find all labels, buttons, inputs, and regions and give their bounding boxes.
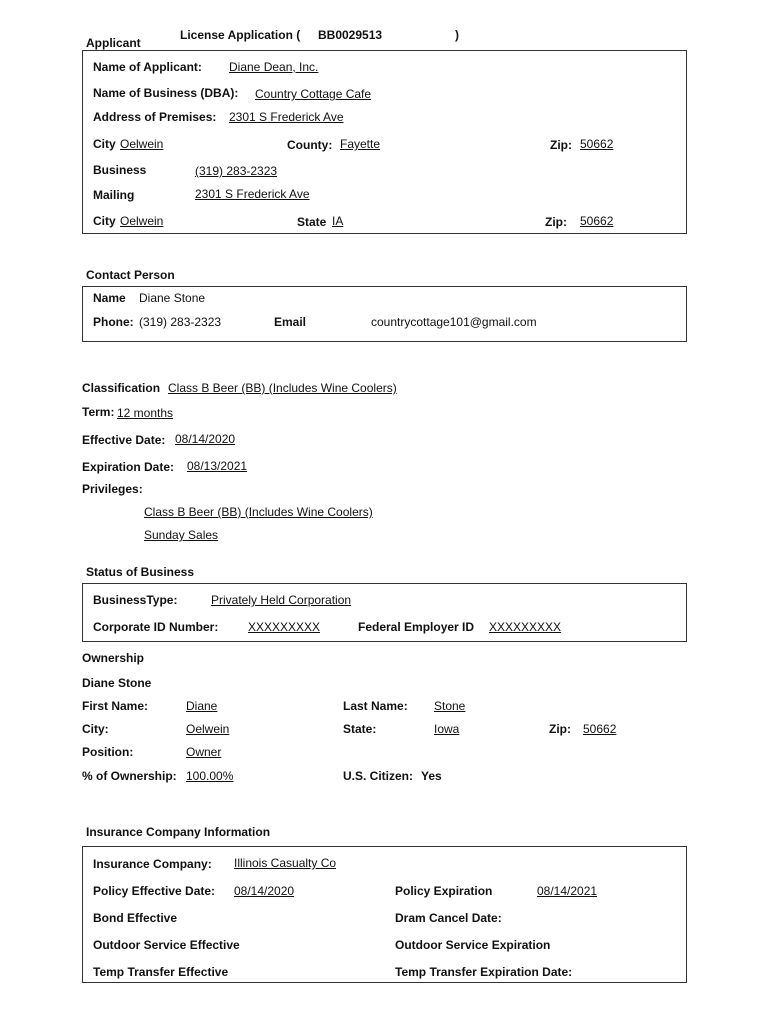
- premises-address-value: 2301 S Frederick Ave: [229, 110, 344, 124]
- insurance-company-value: Illinois Casualty Co: [234, 856, 337, 870]
- mailing-city-label: City: [93, 214, 116, 228]
- privilege-item: Class B Beer (BB) (Includes Wine Coolers): [144, 505, 373, 519]
- mailing-zip-label: Zip:: [545, 215, 567, 229]
- citizen-value: Yes: [421, 769, 442, 783]
- applicant-name-label: Name of Applicant:: [93, 60, 202, 74]
- mailing-city-value: Oelwein: [120, 214, 164, 228]
- owner-state-value: Iowa: [434, 722, 460, 736]
- contact-email-value: countrycottage101@gmail.com: [371, 315, 537, 329]
- policy-effective-label: Policy Effective Date:: [93, 884, 216, 898]
- federal-employer-id-value: XXXXXXXXX: [489, 620, 562, 634]
- mailing-zip-value: 50662: [580, 214, 614, 228]
- policy-expiration-value: 08/14/2021: [537, 884, 598, 898]
- dram-cancel-label: Dram Cancel Date:: [395, 911, 502, 925]
- zip-value: 50662: [580, 137, 614, 151]
- federal-employer-id-label: Federal Employer ID: [358, 620, 475, 634]
- business-type-label: BusinessType:: [93, 593, 178, 607]
- zip-label: Zip:: [550, 138, 572, 152]
- state-value: IA: [332, 214, 344, 228]
- last-name-label: Last Name:: [343, 699, 408, 713]
- privileges-label: Privileges:: [82, 482, 143, 496]
- position-label: Position:: [82, 745, 134, 759]
- term-value: 12 months: [117, 406, 174, 420]
- outdoor-service-expiration-label: Outdoor Service Expiration: [395, 938, 551, 952]
- premises-address-label: Address of Premises:: [93, 110, 217, 124]
- expiration-date-value: 08/13/2021: [187, 459, 248, 473]
- state-label: State: [297, 215, 327, 229]
- county-label: County:: [287, 138, 333, 152]
- status-heading: Status of Business: [86, 565, 195, 579]
- owner-zip-label: Zip:: [549, 722, 571, 736]
- insurance-heading: Insurance Company Information: [86, 825, 271, 839]
- ownership-percent-label: % of Ownership:: [82, 769, 177, 783]
- city-value: Oelwein: [120, 137, 164, 151]
- owner-name: Diane Stone: [82, 676, 152, 690]
- outdoor-service-effective-label: Outdoor Service Effective: [93, 938, 240, 952]
- ownership-heading: Ownership: [82, 651, 145, 665]
- last-name-value: Stone: [434, 699, 466, 713]
- corporate-id-label: Corporate ID Number:: [93, 620, 219, 634]
- insurance-company-label: Insurance Company:: [93, 857, 212, 871]
- temp-transfer-effective-label: Temp Transfer Effective: [93, 965, 229, 979]
- dba-value: Country Cottage Cafe: [255, 87, 372, 101]
- first-name-label: First Name:: [82, 699, 149, 713]
- owner-city-value: Oelwein: [186, 722, 230, 736]
- business-type-value: Privately Held Corporation: [211, 593, 352, 607]
- position-value: Owner: [186, 745, 222, 759]
- business-phone-value: (319) 283-2323: [195, 164, 278, 178]
- owner-state-label: State:: [343, 722, 377, 736]
- dba-label: Name of Business (DBA):: [93, 86, 239, 100]
- policy-effective-value: 08/14/2020: [234, 884, 295, 898]
- applicant-name-value: Diane Dean, Inc.: [229, 60, 319, 74]
- classification-value: Class B Beer (BB) (Includes Wine Coolers): [168, 381, 397, 395]
- bond-effective-label: Bond Effective: [93, 911, 178, 925]
- corporate-id-value: XXXXXXXXX: [248, 620, 321, 634]
- license-title: License Application (: [180, 28, 301, 42]
- expiration-date-label: Expiration Date:: [82, 460, 175, 474]
- license-number: BB0029513: [318, 28, 383, 42]
- contact-heading: Contact Person: [86, 268, 175, 282]
- temp-transfer-expiration-label: Temp Transfer Expiration Date:: [395, 965, 573, 979]
- first-name-value: Diane: [186, 699, 218, 713]
- mailing-value: 2301 S Frederick Ave: [195, 187, 310, 201]
- effective-date-label: Effective Date:: [82, 433, 166, 447]
- term-label: Term:: [82, 405, 115, 419]
- contact-phone-label: Phone:: [93, 315, 134, 329]
- policy-expiration-label: Policy Expiration: [395, 884, 493, 898]
- city-label: City: [93, 137, 116, 151]
- owner-zip-value: 50662: [583, 722, 617, 736]
- mailing-label: Mailing: [93, 188, 135, 202]
- privilege-item: Sunday Sales: [144, 528, 219, 542]
- contact-name-value: Diane Stone: [139, 291, 206, 305]
- owner-city-label: City:: [82, 722, 109, 736]
- business-phone-label: Business: [93, 163, 147, 177]
- contact-email-label: Email: [274, 315, 307, 329]
- applicant-heading: Applicant: [86, 36, 141, 50]
- effective-date-value: 08/14/2020: [175, 432, 236, 446]
- license-title-close: ): [455, 28, 459, 42]
- contact-name-label: Name: [93, 291, 126, 305]
- county-value: Fayette: [340, 137, 381, 151]
- ownership-percent-value: 100.00%: [186, 769, 234, 783]
- contact-phone-value: (319) 283-2323: [139, 315, 222, 329]
- classification-label: Classification: [82, 381, 161, 395]
- citizen-label: U.S. Citizen:: [343, 769, 414, 783]
